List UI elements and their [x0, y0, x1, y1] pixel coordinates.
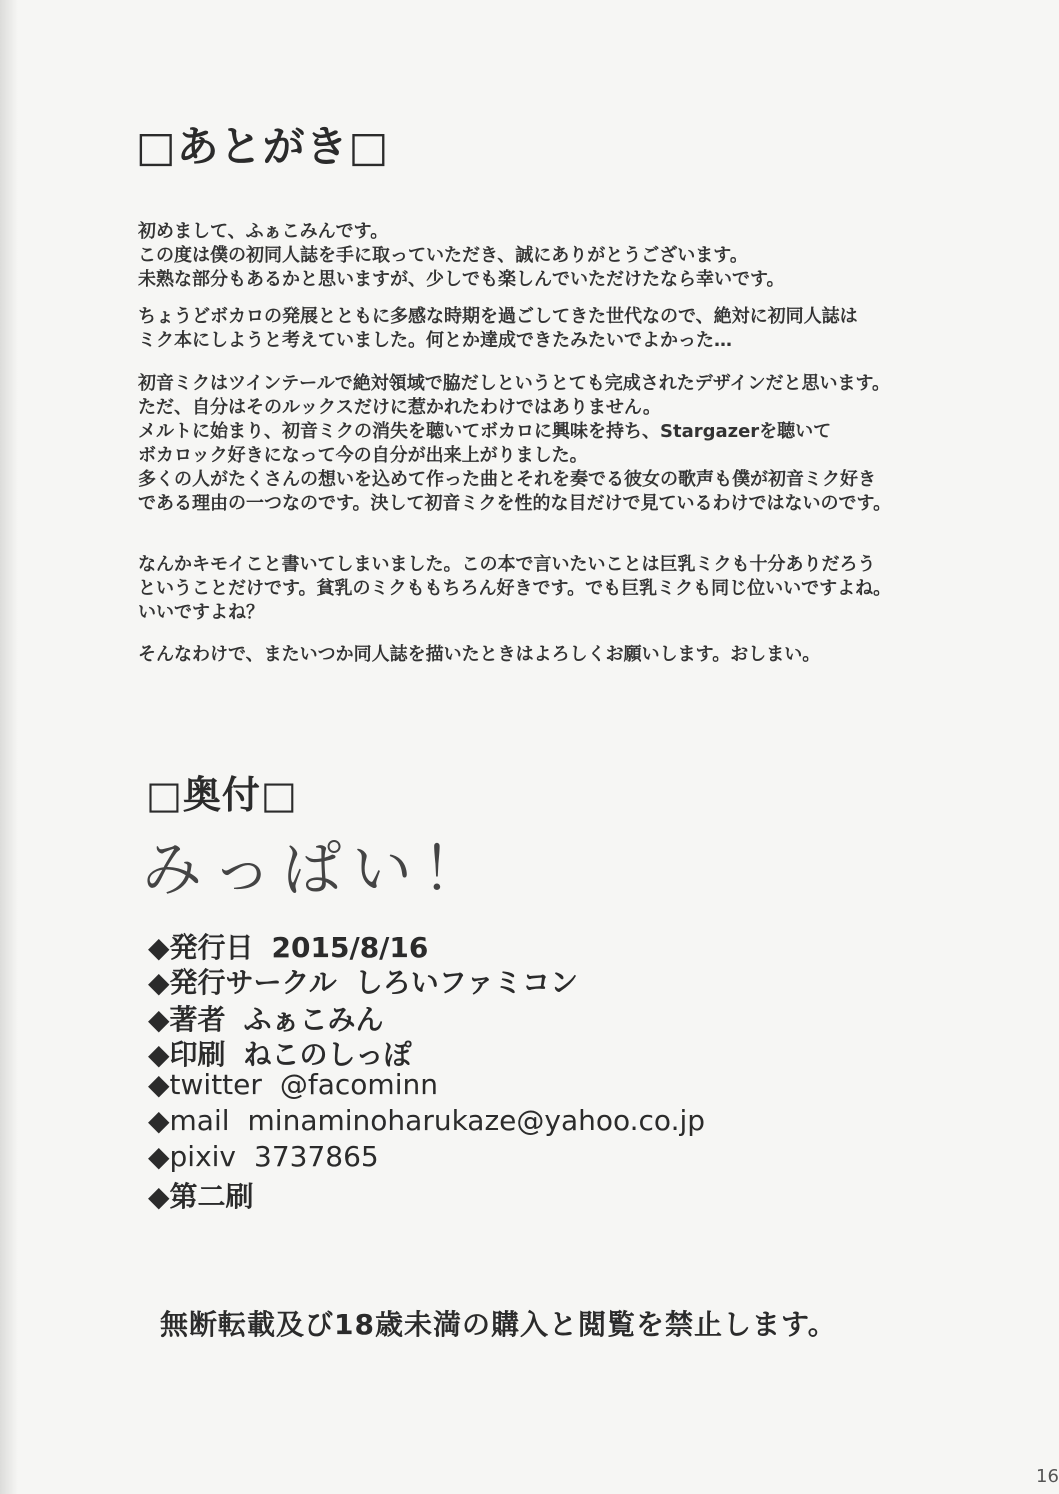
colophon-heading: □奥付□: [146, 773, 298, 817]
item-label: ◆印刷: [148, 1038, 226, 1071]
paragraph-line: ということだけです。貧乳のミクももちろん好きです。でも巨乳ミクも同じ位いいですよね。: [138, 578, 892, 599]
item-value: minaminoharukaze@yahoo.co.jp: [247, 1104, 706, 1137]
afterword-paragraph-3: [138, 372, 1018, 516]
item-value: @facominn: [279, 1068, 438, 1101]
paragraph-line: そんなわけで、またいつか同人誌を描いたときはよろしくお願いします。おしまい。: [138, 644, 821, 665]
prohibition-notice: 無断転載及び18歳未満の購入と閲覧を禁止します。: [160, 1308, 837, 1341]
paragraph-line: ミク本にしようと考えていました。何とか達成できたみたいでよかった…: [138, 330, 732, 351]
afterword-paragraph-5: [138, 643, 1018, 667]
paragraph-line: 初めまして、ふぁこみんです。: [138, 221, 389, 242]
afterword-paragraph-2: [138, 305, 1018, 353]
paragraph-line: この度は僕の初同人誌を手に取っていただき、誠にありがとうございます。: [138, 245, 748, 266]
item-label: ◆発行日: [148, 931, 254, 964]
item-label: ◆発行サークル: [148, 966, 337, 999]
colophon-item-pixiv: [148, 1140, 379, 1173]
colophon-item-date: [148, 926, 428, 966]
afterword-heading: □あとがき□: [136, 122, 390, 171]
colophon-item-printing: [148, 1175, 254, 1215]
paragraph-line: なんかキモイこと書いてしまいました。この本で言いたいことは巨乳ミクも十分ありだろう: [138, 554, 876, 575]
afterword-paragraph-4: [138, 553, 1018, 625]
item-value: ねこのしっぽ: [243, 1038, 412, 1071]
paragraph-line: である理由の一つなのです。決して初音ミクを性的な目だけで見ているわけではないのです。: [138, 493, 892, 514]
colophon-item-printer: [148, 1033, 412, 1073]
paragraph-line: メルトに始まり、初音ミクの消失を聴いてボカロに興味を持ち、Stargazerを聴いて: [138, 421, 832, 442]
item-value: ふぁこみん: [243, 1003, 384, 1036]
item-label: ◆twitter: [148, 1068, 262, 1101]
paragraph-line: 未熟な部分もあるかと思いますが、少しでも楽しんでいただけたなら幸いです。: [138, 269, 785, 290]
paragraph-line: ちょうどボカロの発展とともに多感な時期を過ごしてきた世代なので、絶対に初同人誌は: [138, 306, 858, 327]
item-label: ◆mail: [148, 1104, 230, 1137]
paragraph-line: 多くの人がたくさんの想いを込めて作った曲とそれを奏でる彼女の歌声も僕が初音ミク好き: [138, 469, 876, 490]
item-label: ◆pixiv: [148, 1140, 237, 1173]
item-label: ◆著者: [148, 1003, 226, 1036]
colophon-item-circle: [148, 961, 578, 1001]
item-value: 3737865: [254, 1140, 379, 1173]
item-value: しろいファミコン: [354, 966, 579, 999]
item-value: 2015/8/16: [271, 931, 429, 964]
paragraph-line: ただ、自分はそのルックスだけに惹かれたわけではありません。: [138, 397, 661, 418]
book-title: みっぱい！: [142, 835, 492, 905]
page-edge-shadow: [0, 0, 18, 1494]
paragraph-line: いいですよね？: [138, 602, 264, 623]
colophon-item-author: [148, 998, 384, 1038]
paragraph-line: 初音ミクはツインテールで絶対領域で脇だしというとても完成されたデザインだと思います。: [138, 373, 891, 394]
page-number: 16: [1036, 1466, 1059, 1487]
item-label: ◆第二刷: [148, 1180, 254, 1213]
colophon-item-mail: [148, 1104, 705, 1137]
colophon-item-twitter: [148, 1068, 438, 1101]
afterword-paragraph-1: [138, 220, 1018, 292]
paragraph-line: ボカロック好きになって今の自分が出来上がりました。: [138, 445, 588, 466]
